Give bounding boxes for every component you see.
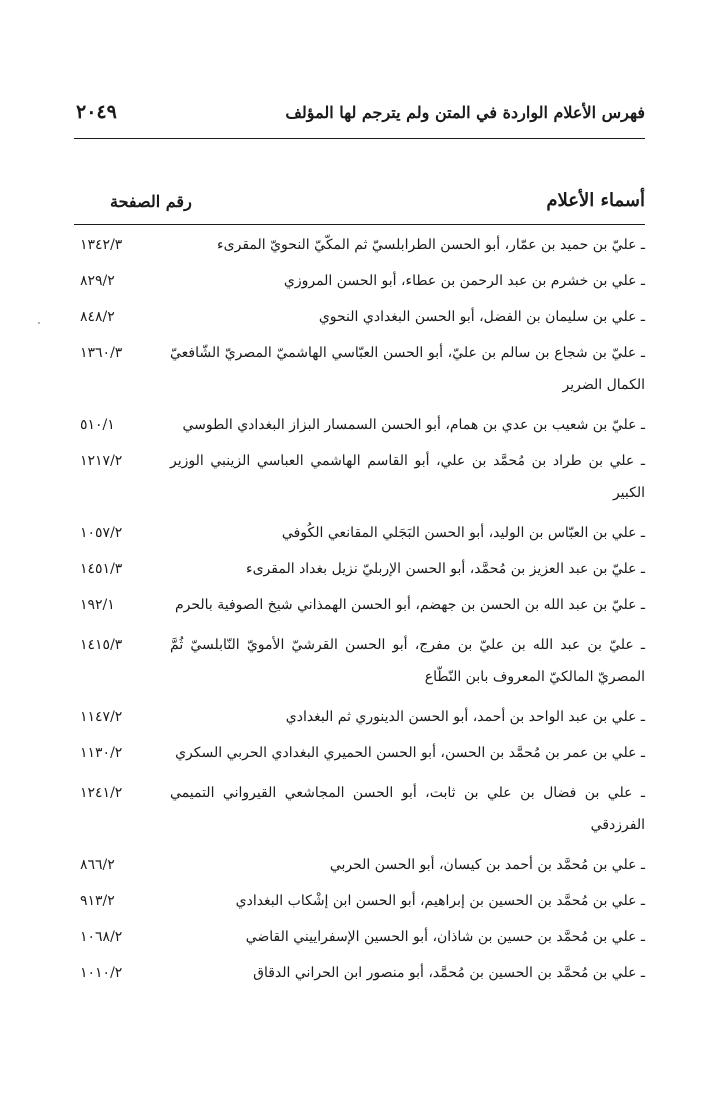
names-column-header: أسماء الأعلام: [546, 190, 645, 211]
entry-page: ١٤١٥/٣: [80, 637, 123, 653]
entry-name: ـ علي بن عبد الواحد بن أحمد، أبو الحسن الدينوري ثم البغدادي: [285, 709, 645, 725]
entry-page: ١١٤٧/٢: [80, 709, 123, 725]
index-entry: [74, 885, 645, 917]
table-rule: [74, 224, 645, 225]
index-entry: [74, 229, 645, 261]
entry-name: ـ علي بن فضال بن علي بن ثابت، أبو الحسن المجاشعي القيرواني التميمي الفرزدقي: [170, 785, 645, 833]
page-title: فهرس الأعلام الواردة في المتن ولم يترجم لها المؤلف: [285, 103, 645, 122]
entry-page: ١٠٥٧/٢: [80, 525, 123, 541]
entry-page: ١٣٦٠/٣: [80, 345, 123, 361]
index-entry: [74, 589, 645, 621]
entry-page: ١١٣٠/٢: [80, 745, 123, 761]
entry-name: ـ عليّ بن عبد العزيز بن مُحمَّد، أبو الحسن الإربليّ نزيل بغداد المقرىء: [246, 561, 645, 577]
index-entry: [74, 957, 645, 989]
entry-name: ـ عليّ بن حميد بن عمّار، أبو الحسن الطرابلسيّ ثم المكّيّ النحويّ المقرىء: [217, 237, 645, 253]
entry-page: ٨٢٩/٢: [80, 273, 115, 289]
entry-name: ـ علي بن العبّاس بن الوليد، أبو الحسن البَجَلي المقانعي الكُوفي: [281, 525, 645, 541]
entry-name: ـ علي بن مُحمَّد بن الحسين بن إبراهيم، أبو الحسن ابن إشْكاب البغدادي: [235, 893, 645, 909]
entry-name: ـ عليّ بن عبد الله بن الحسن بن جهضم، أبو الحسن الهمذاني شيخ الصوفية بالحرم: [174, 597, 645, 613]
entry-page: ٨٤٨/٢: [80, 309, 115, 325]
pages-column-header: رقم الصفحة: [110, 192, 192, 211]
header-rule: [74, 138, 645, 139]
entry-name: ـ علي بن سليمان بن الفضل، أبو الحسن البغدادي النحوي: [318, 309, 645, 325]
index-entry: [74, 849, 645, 881]
entry-page: ١٤٥١/٣: [80, 561, 123, 577]
column-headers: [74, 190, 645, 220]
index-entry: [74, 409, 645, 441]
entry-page: ٨٦٦/٢: [80, 857, 115, 873]
entry-page: ١٠١٠/٢: [80, 965, 123, 981]
entry-page: ١٢١٧/٢: [80, 453, 123, 469]
index-entry: [74, 777, 645, 841]
entry-name: ـ علي بن عمر بن مُحمَّد بن الحسن، أبو الحسن الحميري البغدادي الحربي السكري: [175, 745, 645, 761]
entry-name: ـ علي بن مُحمَّد بن أحمد بن كيسان، أبو الحسن الحربي: [329, 857, 645, 873]
index-entry: [74, 445, 645, 509]
margin-mark: [38, 322, 40, 324]
index-entry: [74, 553, 645, 585]
entry-name: ـ علي بن طراد بن مُحمَّد بن علي، أبو القاسم الهاشمي العباسي الزينبي الوزير الكبير: [170, 453, 645, 501]
index-entry: [74, 737, 645, 769]
entry-name: ـ عليّ بن شجاع بن سالم بن عليّ، أبو الحسن العبّاسي الهاشميّ المصريّ الشّافعيّ الكمال الضرير: [170, 345, 645, 393]
entry-page: ٥١٠/١: [80, 417, 115, 433]
index-entry: [74, 701, 645, 733]
entry-name: ـ علي بن مُحمَّد بن حسين بن شاذان، أبو الحسين الإسفراييني القاضي: [245, 929, 645, 945]
entry-page: ١٢٤١/٢: [80, 785, 123, 801]
page-header: [76, 103, 645, 133]
entry-name: ـ علي بن خشرم بن عبد الرحمن بن عطاء، أبو الحسن المروزي: [283, 273, 645, 289]
entry-page: ١٩٢/١: [80, 597, 115, 613]
entry-page: ١٣٤٢/٣: [80, 237, 123, 253]
entry-name: ـ علي بن مُحمَّد بن الحسين بن مُحمَّد، أبو منصور ابن الحراني الدقاق: [253, 965, 645, 981]
page-number: ٢٠٤٩: [76, 101, 117, 123]
index-entry: [74, 301, 645, 333]
entry-page: ١٠٦٨/٢: [80, 929, 123, 945]
index-entry: [74, 265, 645, 297]
index-entry: [74, 629, 645, 693]
entry-page: ٩١٣/٢: [80, 893, 115, 909]
index-entry: [74, 517, 645, 549]
entry-name: ـ عليّ بن عبد الله بن عليّ بن مفرج، أبو الحسن القرشيّ الأمويّ النّابلسيّ ثُمَّ المصريّ المالكيّ المعروف بابن النّطّاع: [170, 637, 645, 685]
index-entries: [74, 229, 645, 993]
index-entry: [74, 921, 645, 953]
entry-name: ـ عليّ بن شعيب بن عدي بن همام، أبو الحسن السمسار البزاز البغدادي الطوسي: [182, 417, 645, 433]
index-entry: [74, 337, 645, 401]
